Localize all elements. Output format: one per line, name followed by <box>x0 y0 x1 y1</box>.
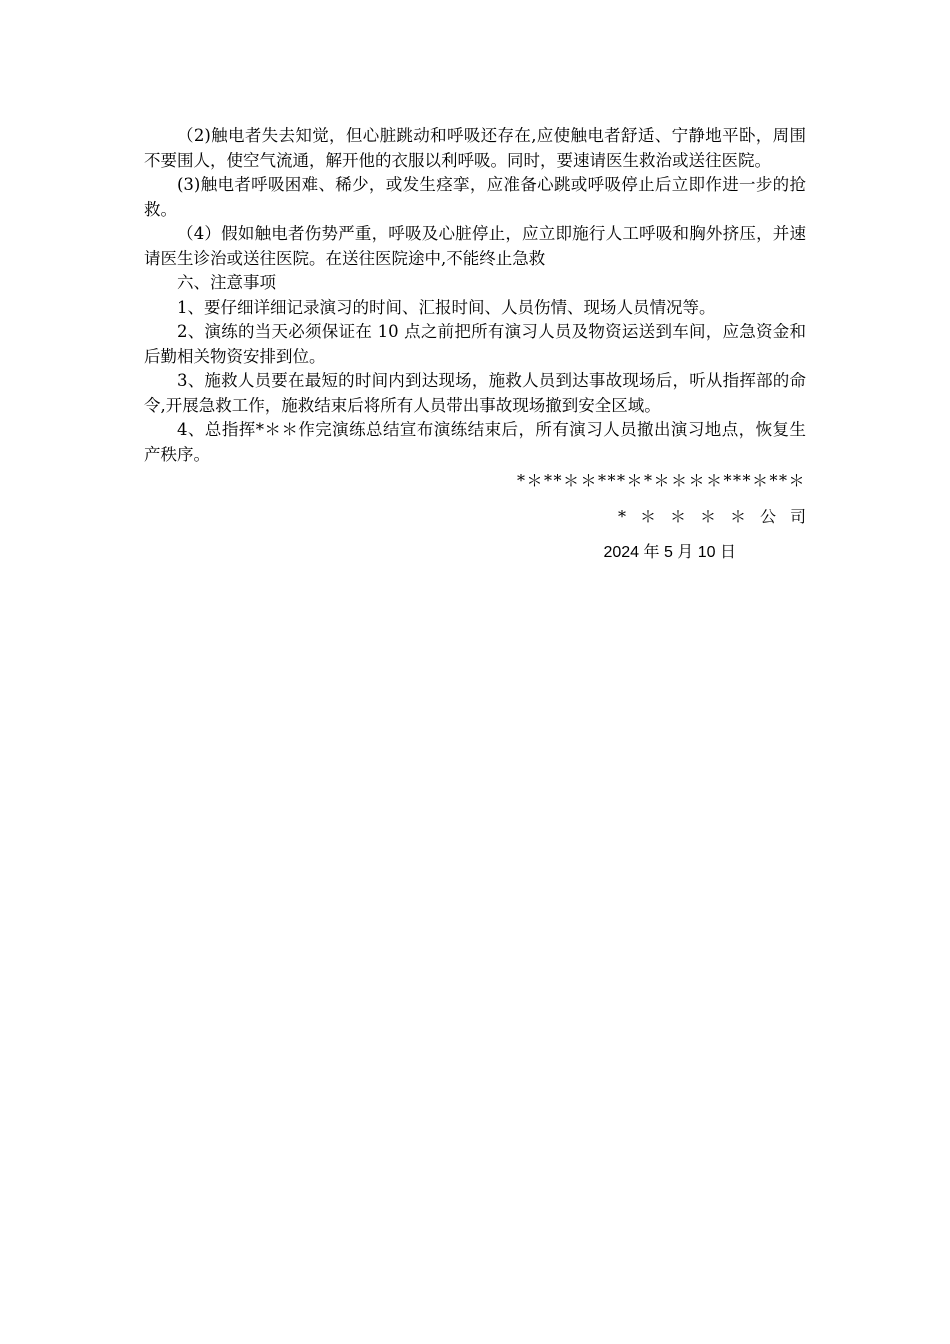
paragraph-rescue-step-3: (3)触电者呼吸困难、稀少，或发生痉挛，应准备心跳或呼吸停止后立即作进一步的抢救。 <box>144 175 806 219</box>
paragraph-rescue-step-4: （4）假如触电者伤势严重，呼吸及心脏停止，应立即施行人工呼吸和胸外挤压，并速请医生诊治或送往医院。在送往医院途中,不能终止急救 <box>144 224 806 268</box>
paragraph-note-1: 1、要仔细详细记录演习的时间、汇报时间、人员伤情、现场人员情况等。 <box>177 297 716 317</box>
paragraph-note-2: 2、演练的当天必须保证在 10 点之前把所有演习人员及物资运送到车间，应急资金和后勤相关物资安排到位。 <box>144 322 806 366</box>
signature-company: *＊＊＊＊公司 <box>617 507 820 526</box>
section-heading-notes: 六、注意事项 <box>177 273 276 292</box>
signature-date: 2024 年 5 月 10 日 <box>603 544 736 561</box>
signature-stars: *＊**＊＊***＊*＊＊＊＊***＊**＊ <box>516 471 806 490</box>
paragraph-note-4: 4、总指挥*＊＊作完演练总结宣布演练结束后，所有演习人员撤出演习地点，恢复生产秩序。 <box>144 420 806 464</box>
paragraph-note-3: 3、施救人员要在最短的时间内到达现场，施救人员到达事故现场后，听从指挥部的命令,开展急救工作，施救结束后将所有人员带出事故现场撤到安全区域。 <box>144 371 806 415</box>
document-page <box>144 124 820 565</box>
paragraph-rescue-step-2: （2)触电者失去知觉，但心脏跳动和呼吸还存在,应使触电者舒适、宁静地平卧，周围不要围人，使空气流通，解开他的衣服以利呼吸。同时，要速请医生救治或送往医院。 <box>144 126 806 170</box>
